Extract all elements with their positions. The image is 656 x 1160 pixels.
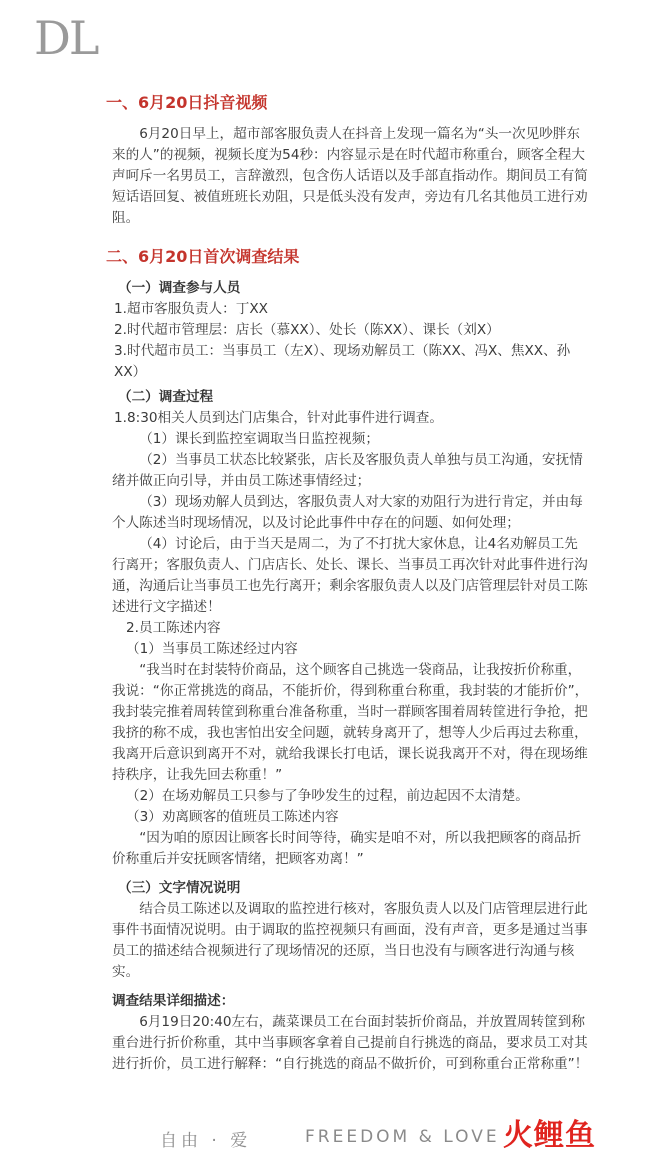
brand-logo	[34, 8, 97, 68]
participant-item: 3.时代超市员工：当事员工（左X）、现场劝解员工（陈XX、冯X、焦XX、孙XX）	[114, 343, 571, 380]
statement-3-quote: “因为咱的原因让顾客长时间等待，确实是咱不对，所以我把顾客的商品折价称重后并安抚顾客情绪，把顾客劝离！”	[112, 830, 582, 867]
footer-slogan-en: FREEDOM & LOVE	[305, 1127, 500, 1147]
process-step: （4）讨论后，由于当天是周二，为了不打扰大家休息，让4名劝解员工先行离开；客服负责人、门店店长、处长、课长、当事员工再次针对此事件进行沟通，沟通后让当事员工也先行离开；剩余客服负责人以及门店管理层针对员工陈述进行文字描述！	[112, 536, 588, 615]
detail-heading: 调查结果详细描述：	[112, 993, 235, 1009]
process-step: （2）当事员工状态比较紧张，店长及客服负责人单独与员工沟通，安抚情绪并做正向引导，并由员工陈述事情经过；	[112, 452, 583, 489]
process-intro: 1.8:30相关人员到达门店集合，针对此事件进行调查。	[114, 410, 443, 426]
process-step: （1）课长到监控室调取当日监控视频；	[139, 431, 379, 447]
logo-text: DL	[34, 11, 98, 65]
participants-heading: （一）调查参与人员	[118, 280, 241, 296]
statement-3-heading: （3）劝离顾客的值班员工陈述内容	[126, 809, 339, 825]
section-2-title: 二、6月20日首次调查结果	[106, 247, 300, 266]
section-1-paragraph: 6月20日早上，超市部客服负责人在抖音上发现一篇名为“头一次见吵胖东来的人”的视频，视频长度为54秒：内容显示是在时代超市称重台，顾客全程大声呵斥一名男员工，言辞激烈，包含伤人话语以及手部直指动作。期间员工有简短话语回复、被值班班长劝阻，只是低头没有发声，旁边有几名其他员工进行劝阻。	[112, 126, 588, 226]
process-step: （3）现场劝解人员到达，客服负责人对大家的劝阻行为进行肯定，并由每个人陈述当时现场情况，以及讨论此事件中存在的问题、如何处理；	[112, 494, 583, 531]
watermark-part-2: 鲤鱼	[534, 1118, 596, 1153]
statement-1-heading: （1）当事员工陈述经过内容	[126, 641, 298, 657]
section-1-title: 一、6月20日抖音视频	[106, 93, 268, 112]
process-heading: （二）调查过程	[118, 389, 214, 405]
watermark-logo	[503, 1110, 596, 1154]
article-body	[106, 92, 590, 1075]
statement-2: （2）在场劝解员工只参与了争吵发生的过程，前边起因不太清楚。	[126, 788, 529, 804]
watermark-part-1: 火	[503, 1118, 534, 1153]
participant-item: 2.时代超市管理层：店长（慕XX）、处长（陈XX）、课长（刘X）	[114, 322, 500, 338]
footer-slogan-cn: 自由 · 爱	[160, 1131, 252, 1151]
detail-paragraph: 6月19日20:40左右，蔬菜课员工在台面封装折价商品，并放置周转筐到称重台进行折价称重，其中当事顾客拿着自己提前自行挑选的商品，要求员工对其进行折价，员工进行解释：“自行挑选的商品不做折价，可到称重台正常称重”！	[112, 1014, 589, 1072]
text-desc-paragraph: 结合员工陈述以及调取的监控进行核对，客服负责人以及门店管理层进行此事件书面情况说明。由于调取的监控视频只有画面，没有声音，更多是通过当事员工的描述结合视频进行了现场情况的还原，当日也没有与顾客进行沟通与核实。	[112, 901, 588, 980]
text-desc-heading: （三）文字情况说明	[118, 880, 241, 896]
statement-1-quote: “我当时在封装特价商品，这个顾客自己挑选一袋商品，让我按折价称重，我说：“你正常挑选的商品，不能折价，得到称重台称重，我封装的才能折价”，我封装完推着周转筐到称重台准备称重，当时一群顾客围着周转筐进行争抢，把我挤的称不成，我也害怕出安全问题，就转身离开了，想等人少后再过去称重，我离开后意识到离开不对，就给我课长打电话，课长说我离开不对，得在现场维持秩序，让我先回去称重！”	[112, 662, 589, 783]
participant-item: 1.超市客服负责人：丁XX	[114, 301, 268, 317]
statements-heading: 2.员工陈述内容	[126, 620, 221, 636]
